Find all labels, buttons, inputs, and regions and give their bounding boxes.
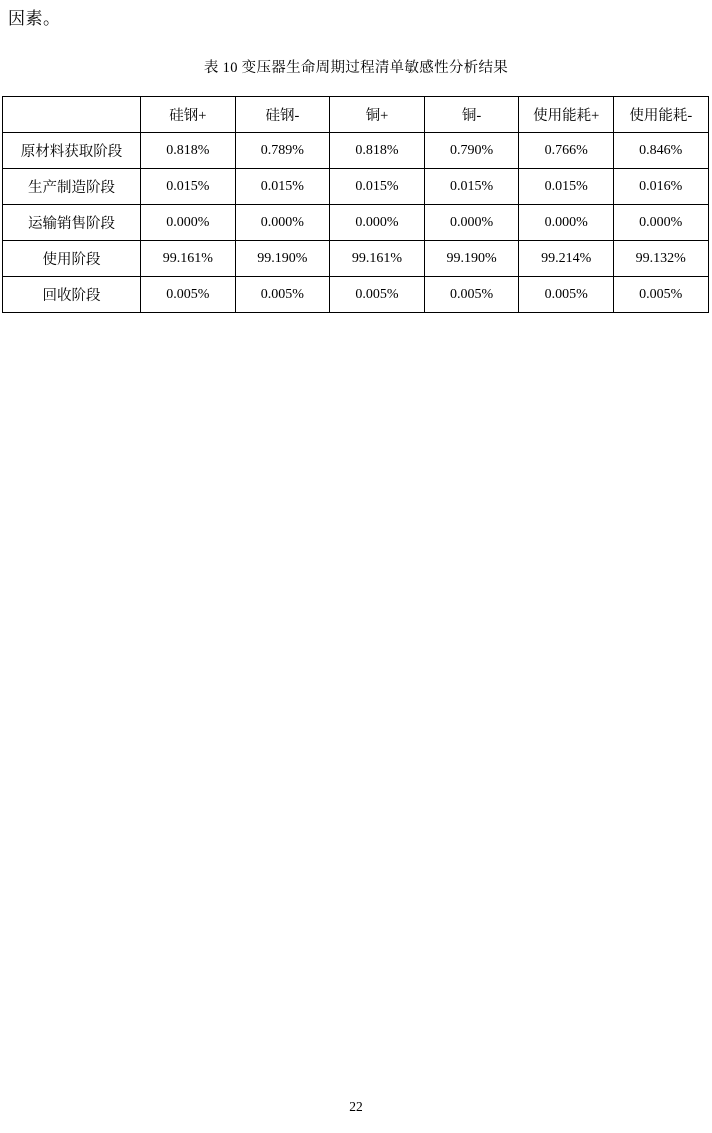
cell-value: 0.000% (235, 205, 330, 241)
row-header-recycling: 回收阶段 (3, 277, 141, 313)
table-row (3, 169, 709, 205)
cell-value: 0.000% (141, 205, 236, 241)
cell-value: 0.818% (141, 133, 236, 169)
cell-value: 99.214% (519, 241, 614, 277)
cell-value: 0.015% (235, 169, 330, 205)
cell-value: 0.818% (330, 133, 425, 169)
row-header-raw-material: 原材料获取阶段 (3, 133, 141, 169)
table-corner-cell (3, 97, 141, 133)
lead-paragraph: 因素。 (8, 9, 61, 28)
cell-value: 0.000% (519, 205, 614, 241)
column-header-silicon-steel-minus: 硅钢- (235, 97, 330, 133)
cell-value: 0.005% (141, 277, 236, 313)
column-header-energy-use-plus: 使用能耗+ (519, 97, 614, 133)
cell-value: 0.015% (330, 169, 425, 205)
cell-value: 0.005% (235, 277, 330, 313)
cell-value: 99.161% (141, 241, 236, 277)
sensitivity-analysis-table (2, 96, 709, 313)
cell-value: 0.016% (613, 169, 708, 205)
column-header-silicon-steel-plus: 硅钢+ (141, 97, 236, 133)
column-header-copper-plus: 铜+ (330, 97, 425, 133)
table-row (3, 205, 709, 241)
cell-value: 0.000% (613, 205, 708, 241)
cell-value: 0.000% (424, 205, 519, 241)
cell-value: 99.190% (235, 241, 330, 277)
table-row (3, 133, 709, 169)
cell-value: 0.005% (613, 277, 708, 313)
table-caption: 表 10 变压器生命周期过程清单敏感性分析结果 (203, 60, 509, 76)
cell-value: 0.015% (424, 169, 519, 205)
cell-value: 0.005% (519, 277, 614, 313)
cell-value: 99.190% (424, 241, 519, 277)
cell-value: 0.015% (519, 169, 614, 205)
row-header-transport-sales: 运输销售阶段 (3, 205, 141, 241)
table-header-row (3, 97, 709, 133)
cell-value: 0.005% (330, 277, 425, 313)
cell-value: 99.161% (330, 241, 425, 277)
column-header-energy-use-minus: 使用能耗- (613, 97, 708, 133)
row-header-use-phase: 使用阶段 (3, 241, 141, 277)
cell-value: 0.790% (424, 133, 519, 169)
cell-value: 0.789% (235, 133, 330, 169)
table-row (3, 277, 709, 313)
cell-value: 0.015% (141, 169, 236, 205)
cell-value: 0.766% (519, 133, 614, 169)
page-number: 22 (349, 1099, 363, 1114)
cell-value: 99.132% (613, 241, 708, 277)
sensitivity-table-container (2, 96, 710, 313)
row-header-manufacturing: 生产制造阶段 (3, 169, 141, 205)
cell-value: 0.000% (330, 205, 425, 241)
cell-value: 0.846% (613, 133, 708, 169)
table-row (3, 241, 709, 277)
cell-value: 0.005% (424, 277, 519, 313)
column-header-copper-minus: 铜- (424, 97, 519, 133)
